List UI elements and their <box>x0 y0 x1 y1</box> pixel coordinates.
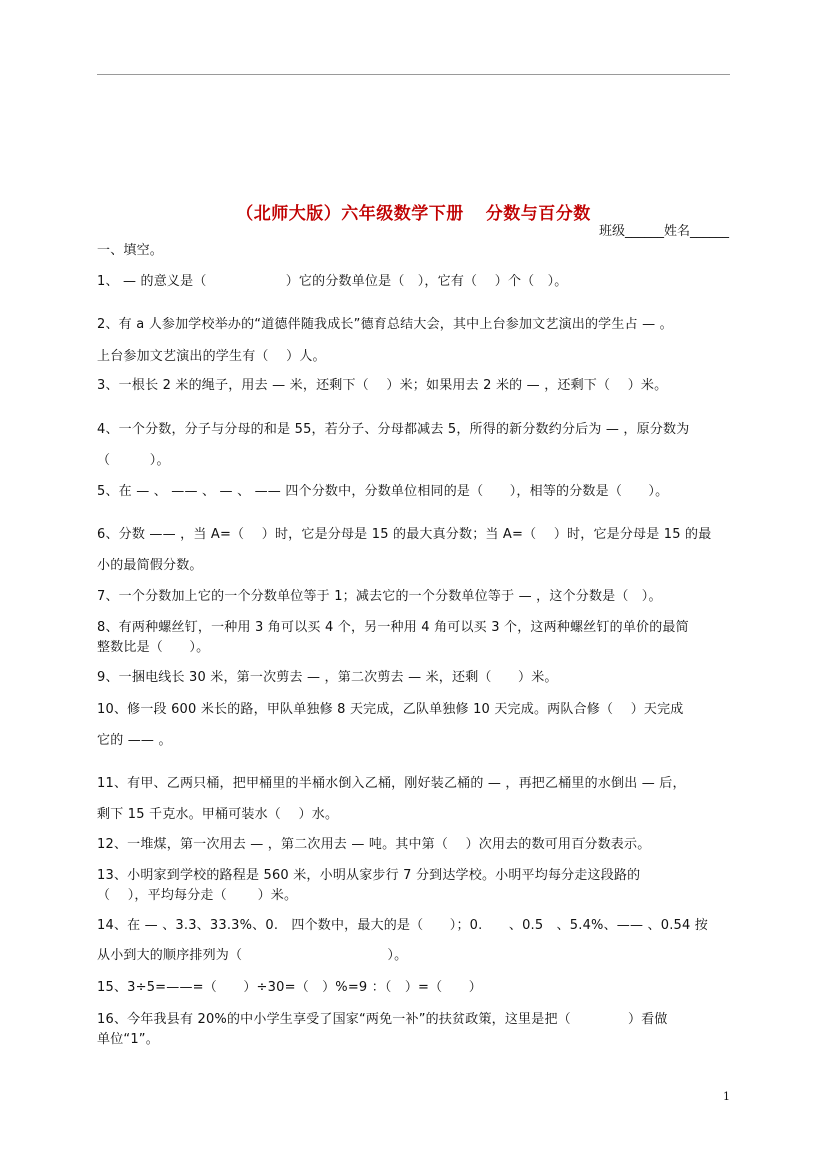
question-line: 整数比是（ ）。 <box>97 640 210 655</box>
class-name-line: 班级______姓名______ <box>598 224 729 239</box>
question-line: 6、分数 —— ，当 A=（ ）时，它是分母是 15 的最大真分数；当 A=（ ）时，它是分母是 15 的最 <box>97 527 712 542</box>
question-line: 2、有 a 人参加学校举办的“道德伴随我成长”德育总结大会，其中上台参加文艺演出的学生占 — 。 <box>97 317 673 332</box>
question-line: 从小到大的顺序排列为（ ）。 <box>97 948 408 963</box>
question-line: 12、一堆煤，第一次用去 — ，第二次用去 — 吨。其中第（ ）次用去的数可用百分数表示。 <box>97 837 651 852</box>
section-heading: 一、填空。 <box>97 243 164 258</box>
question-line: 4、一个分数，分子与分母的和是 55，若分子、分母都减去 5，所得的新分数约分后为 — ，原分数为 <box>97 422 690 437</box>
question-line: 15、3÷5=——=（ ）÷30=（ ）%=9 ：（ ）=（ ） <box>97 980 482 995</box>
question-line: 11、有甲、乙两只桶，把甲桶里的半桶水倒入乙桶，刚好装乙桶的 — ，再把乙桶里的水倒出 — 后， <box>97 776 686 791</box>
question-line: 1、 — 的意义是（ ）它的分数单位是（ ），它有（ ）个（ ）。 <box>97 274 568 289</box>
page-number: 1 <box>723 1090 730 1103</box>
question-line: （ ），平均每分走（ ）米。 <box>97 888 298 903</box>
question-line: 9、一捆电线长 30 米，第一次剪去 — ，第二次剪去 — 米，还剩（ ）米。 <box>97 670 558 685</box>
question-line: 13、小明家到学校的路程是 560 米，小明从家步行 7 分到达学校。小明平均每分走这段路的 <box>97 868 641 883</box>
question-line: 单位“1”。 <box>97 1032 159 1047</box>
question-line: （ ）。 <box>97 453 170 468</box>
question-line: 7、一个分数加上它的一个分数单位等于 1；减去它的一个分数单位等于 — ，这个分数是（ ）。 <box>97 589 662 604</box>
question-line: 8、有两种螺丝钉，一种用 3 角可以买 4 个，另一种用 4 角可以买 3 个，这两种螺丝钉的单价的最简 <box>97 620 689 635</box>
question-line: 10、修一段 600 米长的路，甲队单独修 8 天完成，乙队单独修 10 天完成。两队合修（ ）天完成 <box>97 702 684 717</box>
title-sub: 分数与百分数 <box>485 204 591 224</box>
question-line: 它的 —— 。 <box>97 733 172 748</box>
question-line: 16、今年我县有 20%的中小学生享受了国家“两免一补”的扶贫政策，这里是把（ ）看做 <box>97 1012 668 1027</box>
header-rule <box>97 74 730 75</box>
question-line: 14、在 — 、3.3、33.3%、0. 四个数中，最大的是（ ）；0. 、0.5 、5.4%、—— 、0.54 按 <box>97 918 708 933</box>
question-line: 5、在 — 、 —— 、 — 、 —— 四个分数中，分数单位相同的是（ ），相等的分数是（ ）。 <box>97 484 669 499</box>
question-line: 上台参加文艺演出的学生有（ ）人。 <box>97 349 326 364</box>
question-line: 小的最简假分数。 <box>97 558 203 573</box>
question-line: 剩下 15 千克水。甲桶可装水（ ）水。 <box>97 807 339 822</box>
title-main: （北师大版）六年级数学下册 <box>236 204 464 224</box>
question-line: 3、一根长 2 米的绳子，用去 — 米，还剩下（ ）米；如果用去 2 米的 — ，还剩下（ ）米。 <box>97 378 668 393</box>
